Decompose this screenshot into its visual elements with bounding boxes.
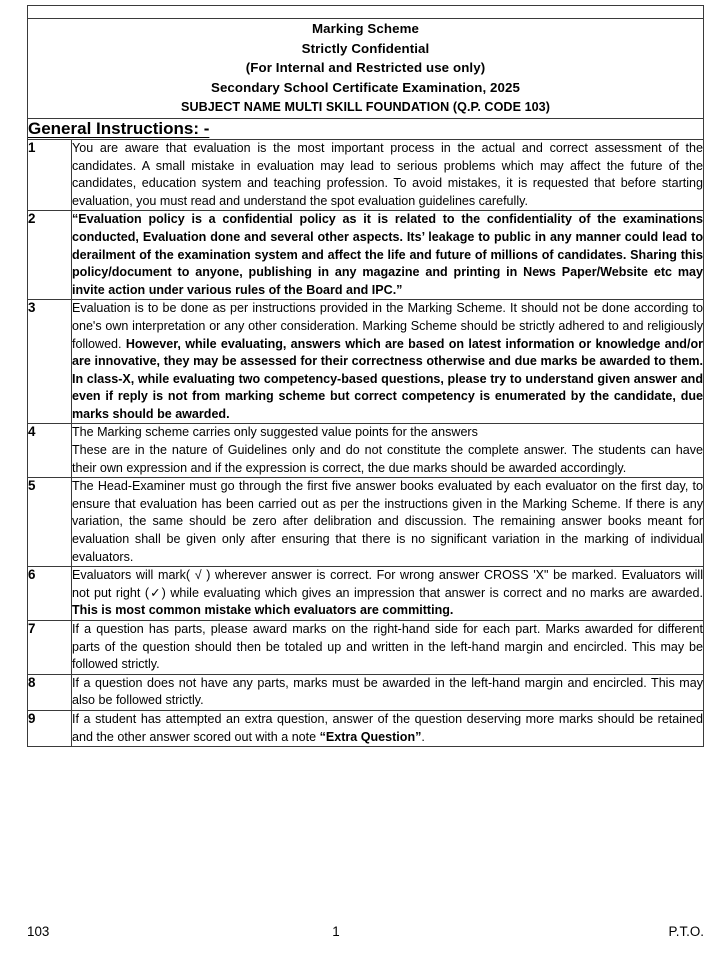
- body-text: If a student has attempted an extra question, answer of the question deserving more marks should be retained and the other answer scored out with a note: [72, 711, 703, 744]
- instruction-number: 7: [28, 621, 72, 675]
- instruction-paragraph: [72, 711, 703, 746]
- footer-code: 103: [27, 924, 50, 939]
- body-text: .: [421, 729, 425, 744]
- emphasis-text: This is most common mistake which evaluators are committing.: [72, 603, 454, 618]
- instruction-row: [28, 567, 704, 621]
- body-text: The Marking scheme carries only suggested value points for the answers: [72, 425, 478, 440]
- body-text: If a question has parts, please award marks on the right-hand side for each part. Marks awarded for different parts of the question should then be totaled up and written in the left-hand margin and encircled. This may be followed strictly.: [72, 622, 703, 672]
- instruction-row: [28, 139, 704, 210]
- footer-pto: P.T.O.: [668, 924, 704, 939]
- top-spacer-row: [28, 6, 704, 19]
- instruction-row: [28, 674, 704, 710]
- title-line-marking-scheme: Marking Scheme: [311, 21, 420, 36]
- instruction-paragraph: [72, 211, 703, 299]
- instruction-number: 2: [28, 211, 72, 300]
- instruction-number: 5: [28, 478, 72, 567]
- instruction-paragraph: [72, 442, 703, 477]
- instruction-text: [72, 567, 704, 621]
- instruction-rows: [28, 139, 704, 746]
- instruction-text: [72, 674, 704, 710]
- body-text: These are in the nature of Guidelines only and do not constitute the complete answer. The students can have their own expression and if the expression is correct, the due marks should be awarded accordingly.: [72, 443, 703, 475]
- page-footer: [27, 924, 704, 939]
- instruction-paragraph: [72, 567, 703, 620]
- emphasis-text: “Evaluation policy is a confidential policy as it is related to the confidentiality of the examinations conducted, Evaluation done and several other aspects. Its’ leakage to public in any manner could lead to derailment of the examination system and affect the life and future of millions of candidates. Sharing this policy/document to anyone, publishing in any magazine and printing in News Paper/Website etc may invite action under various rules of the Board and IPC.”: [72, 212, 703, 297]
- section-heading: General Instructions: -: [28, 118, 210, 138]
- instruction-row: [28, 710, 704, 746]
- instruction-paragraph: [72, 478, 703, 566]
- instruction-text: [72, 300, 704, 424]
- emphasis-text: However, while evaluating, answers which are based on latest information or knowledge and/or are innovative, they may be assessed for their correctness otherwise and due marks be awarded to them. In class-X, while evaluating two competency-based questions, please try to understand given answer and even if reply is not from marking scheme but correct competency is enumerated by the candidate, due marks should be awarded.: [72, 336, 703, 421]
- instruction-text: [72, 211, 704, 300]
- title-line-internal-use: (For Internal and Restricted use only): [245, 60, 486, 76]
- general-instructions-row: [28, 118, 704, 139]
- title-cell: [28, 19, 704, 119]
- body-text: You are aware that evaluation is the most important process in the actual and correct assessment of the candidates. A small mistake in evaluation may lead to serious problems which may affect the future of the candidates, education system and teaching profession. To avoid mistakes, it is requested that before starting evaluation, you must read and understand the spot evaluation guidelines carefully.: [72, 140, 703, 208]
- instruction-paragraph: [72, 675, 703, 710]
- title-line-subject: SUBJECT NAME MULTI SKILL FOUNDATION (Q.P. CODE 103): [181, 100, 550, 115]
- instruction-text: [72, 710, 704, 746]
- instruction-row: [28, 211, 704, 300]
- top-spacer-cell: [28, 6, 704, 19]
- instruction-text: [72, 424, 704, 478]
- title-row: [28, 19, 704, 119]
- instruction-number: 4: [28, 424, 72, 478]
- table-body: [28, 6, 704, 140]
- instruction-paragraph: [72, 300, 703, 423]
- instruction-number: 1: [28, 139, 72, 210]
- title-line-examination: Secondary School Certificate Examination, 2025: [210, 79, 521, 95]
- instruction-text: [72, 621, 704, 675]
- instruction-row: [28, 621, 704, 675]
- emphasis-text: “Extra Question”: [319, 729, 422, 744]
- instruction-row: [28, 478, 704, 567]
- instruction-number: 3: [28, 300, 72, 424]
- title-line-strictly-confidential: Strictly Confidential: [301, 40, 430, 56]
- body-text: If a question does not have any parts, marks must be awarded in the left-hand margin and encircled. This may also be followed strictly.: [72, 675, 703, 708]
- instruction-number: 6: [28, 567, 72, 621]
- instruction-number: 8: [28, 674, 72, 710]
- instruction-text: [72, 478, 704, 567]
- instruction-paragraph: [72, 424, 703, 442]
- instruction-paragraph: [72, 140, 703, 210]
- body-text: The Head-Examiner must go through the first five answer books evaluated by each evaluator on the first day, to ensure that evaluation has been carried out as per the instructions given in the Marking Scheme. If there is any variation, the same should be zero after delibration and discussion. The remaining answer books meant for evaluation shall be given only after ensuring that there is no significant variation in the marking of individual evaluators.: [72, 479, 703, 564]
- instruction-row: [28, 300, 704, 424]
- body-text: Evaluators will mark( √ ) wherever answer is correct. For wrong answer CROSS 'X" be marked. Evaluators will not put right (✓) while evaluating which gives an impression that answer is correct and no marks are awarded.: [72, 568, 703, 600]
- footer-page-number: 1: [332, 924, 340, 939]
- marking-scheme-table: [27, 5, 704, 747]
- body-text: Evaluation is to be done as per instructions provided in the Marking Scheme. It should not be done according to one's own interpretation or any other consideration. Marking Scheme should be strictly adhered to and religiously followed.: [72, 301, 703, 351]
- general-instructions-cell: [28, 118, 704, 139]
- instruction-text: [72, 139, 704, 210]
- instruction-number: 9: [28, 710, 72, 746]
- instruction-paragraph: [72, 621, 703, 674]
- instruction-row: [28, 424, 704, 478]
